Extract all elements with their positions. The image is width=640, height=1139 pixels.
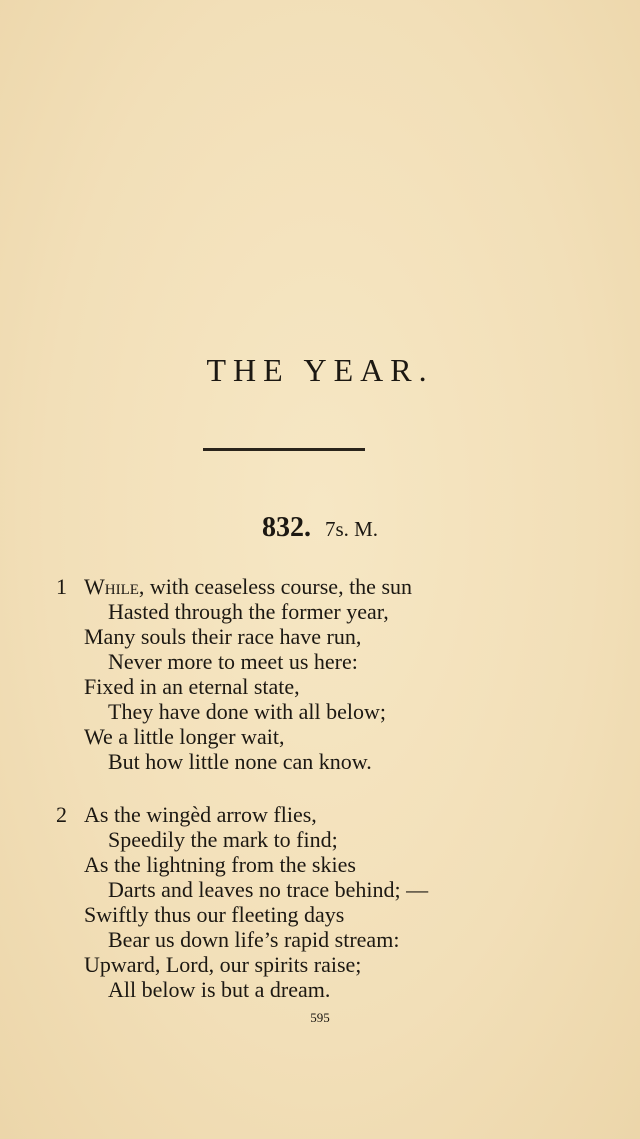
stanza-line: As the lightning from the skies [84,852,356,877]
title-divider [203,448,365,451]
stanza-line-text: with ceaseless course, the sun [144,574,413,599]
stanza-line-text: As the wingèd arrow flies, [84,802,317,827]
page-number: 595 [310,1010,330,1025]
stanza-line [56,574,412,599]
stanza-line: But how little none can know. [108,749,372,774]
stanza-line: Fixed in an eternal state, [84,674,300,699]
stanza-line: Speedily the mark to find; [108,827,338,852]
stanza-line: We a little longer wait, [84,724,285,749]
section-title: THE YEAR. [206,352,434,388]
hymn-header [0,512,640,544]
stanza-2 [56,802,428,1002]
hymn-meter: 7s. M. [324,517,379,541]
stanza-line: Darts and leaves no trace behind; — [108,877,429,902]
stanza-number: 1 [56,574,67,599]
stanza-line: Swiftly thus our fleeting days [84,902,345,927]
stanza-line: Upward, Lord, our spirits raise; [84,952,362,977]
stanza-line: Bear us down life’s rapid stream: [108,927,400,952]
stanza-line: Many souls their race have run, [84,624,362,649]
stanza-number: 2 [56,802,67,827]
stanza-line: They have done with all below; [108,699,386,724]
stanza-line: Hasted through the former year, [108,599,389,624]
stanza-first-word: While, [84,574,145,599]
hymn-number: 832. [261,512,311,543]
stanza-1 [56,574,412,774]
stanza-line: All below is but a dream. [108,977,331,1002]
stanza-line: Never more to meet us here: [108,649,358,674]
stanza-line [56,802,428,827]
